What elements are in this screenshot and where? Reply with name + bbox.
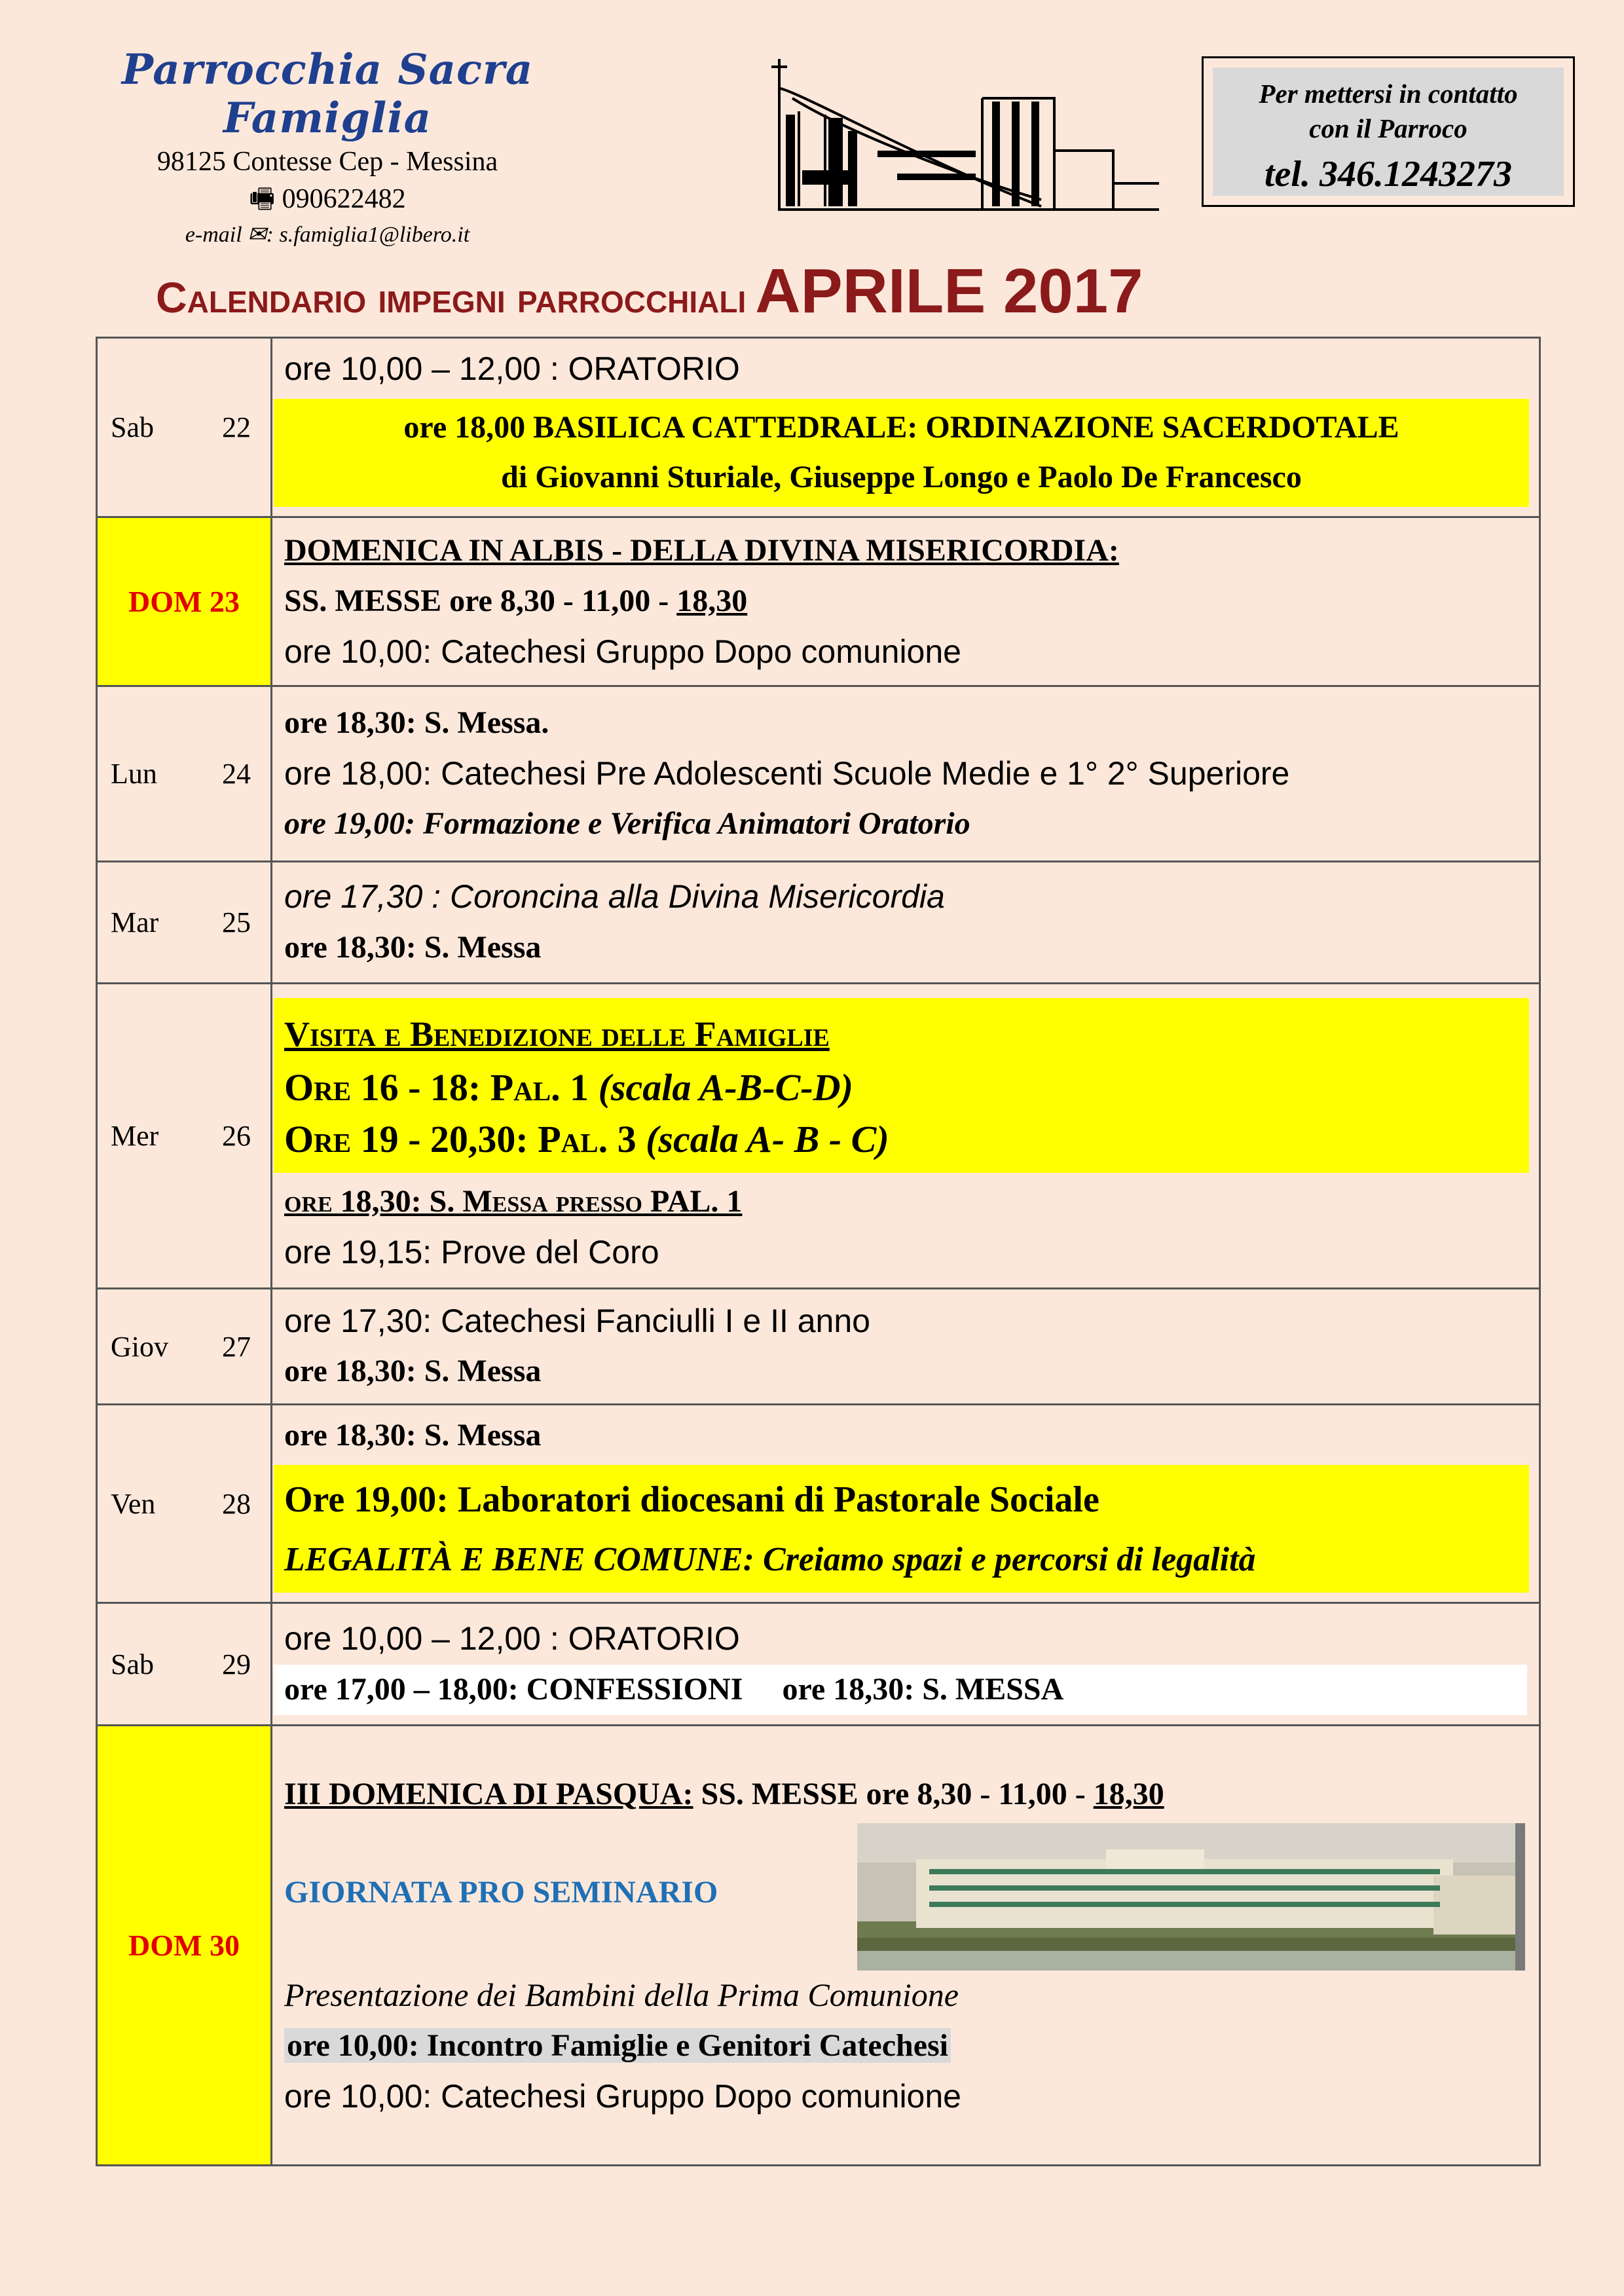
event-line: ore 17,30: Catechesi Fanciulli I e II anno [284, 1302, 870, 1339]
event-line: ore 10,00: Incontro Famiglie e Genitori Catechesi [284, 2028, 951, 2063]
event-text: ore 18,30: S. MESSA [782, 1671, 1064, 1707]
event-line: di Giovanni Sturiale, Giuseppe Longo e Paolo De Francesco [501, 460, 1302, 495]
day-cell [97, 862, 272, 984]
day-name: Giov [111, 1330, 168, 1363]
event-line [284, 1062, 1519, 1113]
contact-line1: Per mettersi in contatto [1259, 79, 1518, 109]
title-part2: APRILE 2017 [755, 256, 1143, 326]
event-line: LEGALITÀ E BENE COMUNE: Creiamo spazi e percorsi di legalità [284, 1541, 1256, 1579]
event-text: (scala A- B - C) [646, 1117, 889, 1160]
contact-phone: tel. 346.1243273 [1264, 153, 1512, 194]
seminary-photo [857, 1823, 1525, 1971]
email-label: e-mail [185, 223, 242, 248]
day-number: 28 [222, 1487, 251, 1520]
day-number: 24 [222, 758, 251, 790]
table-row [97, 984, 1540, 1289]
event-text: (scala A-B-C-D) [598, 1066, 853, 1109]
table-row [97, 686, 1540, 862]
day-cell [97, 1289, 272, 1405]
events-cell [272, 338, 1540, 517]
envelope-icon: ✉ [248, 223, 267, 248]
day-number: 29 [222, 1648, 251, 1680]
events-cell [272, 517, 1540, 686]
event-line: ore 10,00: Catechesi Gruppo Dopo comunione [284, 633, 961, 670]
event-line: ore 10,00: Catechesi Gruppo Dopo comunione [284, 2077, 961, 2115]
day-name: Sab [111, 411, 154, 444]
day-number: 27 [222, 1330, 251, 1363]
events-cell [272, 984, 1540, 1289]
table-row [97, 517, 1540, 686]
event-line: ore 18,30: S. Messa [284, 929, 542, 965]
page-title [156, 255, 1544, 327]
parish-address: 98125 Contesse Cep - Messina [157, 147, 498, 177]
phone-icon: 🖷 [249, 183, 276, 214]
day-name: Lun [111, 758, 157, 790]
event-text: 18,30 [1093, 1776, 1164, 1811]
event-line: ore 18,30: S. Messa presso PAL. 1 [284, 1183, 743, 1219]
day-name: Mer [111, 1120, 159, 1153]
table-row [97, 338, 1540, 517]
event-line: Presentazione dei Bambini della Prima Comunione [284, 1976, 959, 2014]
parish-phone-line [79, 182, 576, 217]
day-cell-sunday: DOM 23 [97, 517, 272, 686]
church-logo [766, 52, 1172, 226]
parish-name: Parrocchia Sacra Famiglia [121, 45, 534, 143]
seminario-row [284, 1819, 1527, 1970]
day-name: Sab [111, 1648, 154, 1680]
event-text: SS. MESSE ore 8,30 - 11,00 - [284, 583, 677, 618]
table-row [97, 1289, 1540, 1405]
event-text: ore 17,00 – 18,00: CONFESSIONI [284, 1671, 743, 1707]
calendar-table [96, 337, 1541, 2166]
day-number: 22 [222, 411, 251, 444]
event-text: III DOMENICA DI PASQUA: [284, 1776, 693, 1811]
event-text: Ore 19 - 20,30: Pal. 3 [284, 1117, 646, 1160]
table-row [97, 1405, 1540, 1603]
event-line: ore 10,00 – 12,00 : ORATORIO [284, 350, 740, 387]
events-cell [272, 686, 1540, 862]
event-line: ore 10,00 – 12,00 : ORATORIO [284, 1620, 740, 1657]
event-line: ore 18,00: Catechesi Pre Adolescenti Scuole Medie e 1° 2° Superiore [284, 754, 1290, 792]
parish-block [79, 46, 576, 248]
contact-inner [1213, 67, 1564, 196]
event-line: ore 18,30: S. Messa [284, 1418, 542, 1453]
parish-phone: 090622482 [282, 183, 406, 214]
day-cell-sunday: DOM 30 [97, 1726, 272, 2166]
event-line: GIORNATA PRO SEMINARIO [284, 1875, 718, 1910]
event-text: Ore 16 - 18: Pal. 1 [284, 1066, 599, 1109]
day-cell [97, 984, 272, 1289]
event-line-wrap [284, 2021, 1527, 2071]
day-cell [97, 1603, 272, 1726]
day-cell [97, 1405, 272, 1603]
event-line: DOMENICA IN ALBIS - DELLA DIVINA MISERICORDIA: [284, 533, 1119, 568]
event-text: 18,30 [676, 583, 748, 618]
table-row [97, 862, 1540, 984]
event-line: ore 18,30: S. Messa [284, 1354, 542, 1389]
table-row [97, 1603, 1540, 1726]
event-line: Visita e Benedizione delle Famiglie [284, 1014, 830, 1054]
day-cell [97, 686, 272, 862]
events-cell [272, 1289, 1540, 1405]
parish-email[interactable]: : s.famiglia1@libero.it [266, 223, 470, 248]
parish-email-line [79, 221, 576, 248]
day-name: Mar [111, 906, 159, 939]
day-name: Ven [111, 1487, 156, 1520]
table-row [97, 1726, 1540, 2166]
event-line: ore 17,30 : Coroncina alla Divina Misericordia [284, 878, 945, 916]
highlight-block [274, 998, 1529, 1173]
event-line: ore 19,15: Prove del Coro [284, 1233, 659, 1270]
event-line: ore 19,00: Formazione e Verifica Animatori Oratorio [284, 806, 970, 842]
event-line: ore 18,30: S. Messa. [284, 705, 549, 741]
day-number: 26 [222, 1120, 251, 1153]
contact-line2: con il Parroco [1309, 113, 1467, 144]
events-cell [272, 862, 1540, 984]
day-number: 25 [222, 906, 251, 939]
events-cell [272, 1726, 1540, 2166]
event-line [284, 1114, 1519, 1165]
contact-box [1202, 56, 1575, 207]
event-text: SS. MESSE ore 8,30 - 11,00 - [693, 1776, 1094, 1811]
events-cell [272, 1405, 1540, 1603]
event-line: ore 18,00 BASILICA CATTEDRALE: ORDINAZIONE SACERDOTALE [403, 409, 1399, 445]
day-cell [97, 338, 272, 517]
event-line: Ore 19,00: Laboratori diocesani di Pastorale Sociale [284, 1479, 1099, 1520]
highlight-block [274, 399, 1529, 508]
title-part1: Calendario impegni parrocchiali [156, 273, 747, 322]
highlight-block [274, 1465, 1529, 1593]
event-line [274, 1665, 1527, 1715]
events-cell [272, 1603, 1540, 1726]
event-line [284, 1769, 1527, 1820]
event-line [284, 576, 1527, 627]
